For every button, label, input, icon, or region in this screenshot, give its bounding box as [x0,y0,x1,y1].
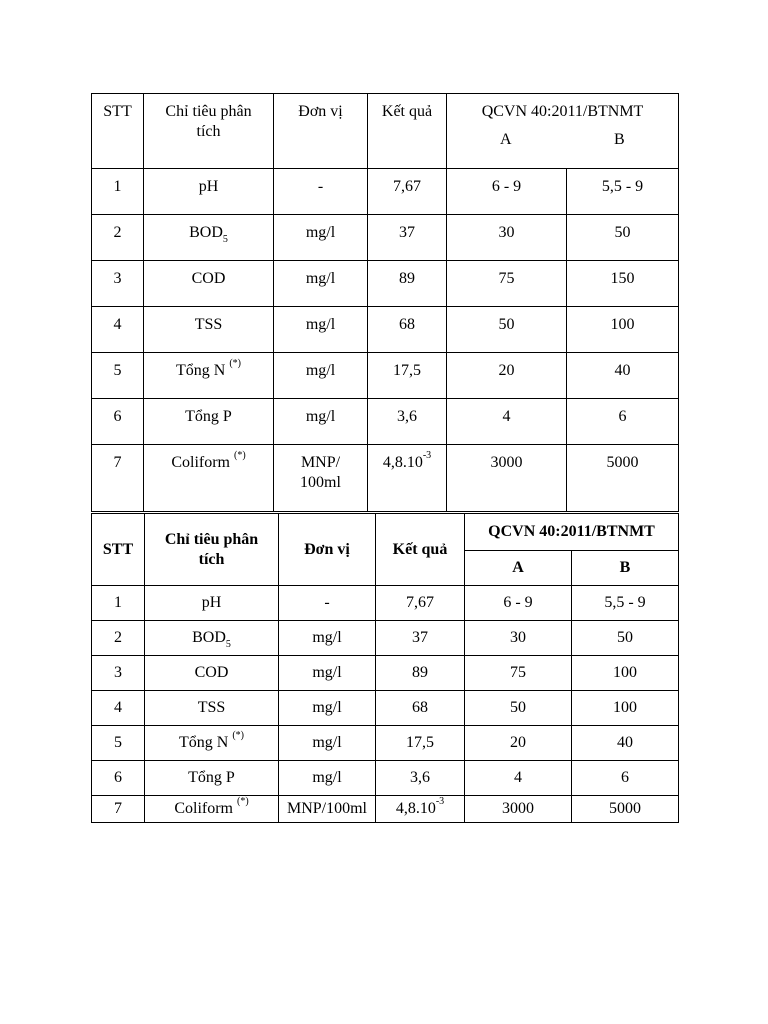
header-unit: Đơn vị [274,94,368,169]
indicator-name: BOD [189,224,223,241]
cell-unit [279,761,376,796]
indicator-name: COD [191,270,226,287]
cell-stt: 2 [92,215,144,261]
cell-indicator [144,307,274,353]
cell-limit-b: 100 [567,307,679,353]
unit-text-line2: 100ml [300,474,341,491]
cell-limit-b: 100 [572,656,679,691]
cell-stt: 1 [92,169,144,215]
cell-indicator [145,726,279,761]
cell-stt: 6 [92,761,145,796]
table-row [92,691,679,726]
result-value: 17,5 [393,362,421,379]
table-row [92,353,679,399]
cell-stt: 3 [92,261,144,307]
cell-limit-a: 20 [465,726,572,761]
indicator-name: Tổng N [179,734,229,751]
header-col-a: A [465,551,572,586]
cell-stt: 4 [92,691,145,726]
indicator-note: (*) [234,450,246,461]
cell-result [376,796,465,823]
cell-result [368,169,447,215]
indicator-name: pH [201,594,222,611]
indicator-name: Coliform [174,800,233,817]
header-indicator [145,514,279,586]
indicator-note: (*) [229,358,241,369]
table-header-row [92,514,679,551]
result-value: 68 [399,316,415,333]
cell-indicator [145,586,279,621]
indicator-subscript: 5 [225,639,231,650]
cell-result [368,261,447,307]
cell-indicator [145,691,279,726]
result-value: 68 [412,699,428,716]
cell-limit-a: 3000 [447,445,567,512]
result-value: 37 [399,224,415,241]
table-row [92,169,679,215]
header-indicator-line2: tích [196,123,221,140]
cell-indicator [144,215,274,261]
cell-result [368,307,447,353]
header-stt: STT [92,94,144,169]
cell-stt: 6 [92,399,144,445]
cell-unit [274,445,368,512]
indicator-name: TSS [194,316,223,333]
cell-limit-a: 4 [465,761,572,796]
indicator-name: TSS [197,699,226,716]
cell-indicator [145,621,279,656]
cell-limit-b: 6 [567,399,679,445]
table-row [92,261,679,307]
header-unit: Đơn vị [279,514,376,586]
table-header-row [92,94,679,169]
result-exponent: -3 [435,796,445,807]
indicator-name: Tổng N [176,362,226,379]
cell-result [376,761,465,796]
cell-limit-a: 75 [447,261,567,307]
indicator-name: COD [194,664,229,681]
indicator-note: (*) [232,730,244,741]
table-row [92,215,679,261]
table-row [92,796,679,823]
unit-text: mg/l [312,699,342,716]
cell-limit-a: 6 - 9 [465,586,572,621]
cell-limit-a: 6 - 9 [447,169,567,215]
header-result: Kết quả [376,514,465,586]
table-row [92,586,679,621]
cell-result [376,586,465,621]
header-indicator-line1: Chỉ tiêu phân [164,530,259,548]
result-value: 7,67 [406,594,434,611]
cell-stt: 7 [92,796,145,823]
cell-unit [279,656,376,691]
cell-unit [279,621,376,656]
table-row [92,307,679,353]
cell-stt: 2 [92,621,145,656]
cell-limit-b: 5,5 - 9 [572,586,679,621]
unit-text: mg/l [312,664,342,681]
unit-text: mg/l [305,362,336,379]
cell-indicator [144,261,274,307]
result-value: 89 [399,270,415,287]
header-indicator-line1: Chỉ tiêu phân [165,103,252,120]
cell-result [368,353,447,399]
results-table-plain [91,93,679,512]
table-row [92,726,679,761]
cell-stt: 5 [92,353,144,399]
cell-limit-a: 3000 [465,796,572,823]
cell-unit [279,691,376,726]
cell-stt: 4 [92,307,144,353]
indicator-name: pH [198,178,219,195]
cell-stt: 5 [92,726,145,761]
result-value: 4,8.10 [395,800,436,817]
cell-limit-a: 4 [447,399,567,445]
cell-unit [279,726,376,761]
table-row [92,621,679,656]
table-row [92,399,679,445]
indicator-name: Tổng P [188,769,235,786]
cell-limit-a: 50 [465,691,572,726]
indicator-name: BOD [192,629,226,646]
unit-text: mg/l [305,408,336,425]
result-value: 7,67 [393,178,421,195]
header-indicator-line2: tích [198,550,225,568]
cell-indicator [144,445,274,512]
cell-limit-a: 20 [447,353,567,399]
cell-indicator [145,761,279,796]
header-col-b: B [613,131,625,148]
header-standard [447,94,679,169]
cell-result [368,399,447,445]
results-table-bold-header [91,513,679,823]
header-standard-columns [449,130,676,150]
cell-result [368,445,447,512]
unit-text: mg/l [305,224,336,241]
table-row [92,761,679,796]
cell-limit-b: 100 [572,691,679,726]
cell-stt: 7 [92,445,144,512]
cell-limit-b: 50 [567,215,679,261]
cell-unit [274,261,368,307]
result-exponent: -3 [422,450,432,461]
cell-indicator [144,169,274,215]
cell-unit [279,796,376,823]
cell-limit-b: 50 [572,621,679,656]
indicator-note: (*) [237,796,249,807]
result-value: 89 [412,664,428,681]
unit-text: - [324,594,330,611]
cell-limit-b: 5000 [572,796,679,823]
indicator-name: Tổng P [185,408,232,425]
result-value: 3,6 [397,408,417,425]
cell-result [376,726,465,761]
cell-limit-b: 40 [572,726,679,761]
cell-result [376,656,465,691]
cell-stt: 1 [92,586,145,621]
cell-limit-a: 30 [465,621,572,656]
unit-text: MNP/ [300,454,341,471]
cell-unit [274,353,368,399]
result-value: 4,8.10 [382,454,423,471]
cell-unit [274,215,368,261]
cell-stt: 3 [92,656,145,691]
cell-indicator [144,353,274,399]
cell-limit-a: 75 [465,656,572,691]
cell-result [376,691,465,726]
header-col-b: B [572,551,679,586]
cell-limit-a: 50 [447,307,567,353]
unit-text: - [317,178,324,195]
result-value: 3,6 [410,769,430,786]
unit-text: mg/l [312,734,342,751]
cell-indicator [145,656,279,691]
unit-text: mg/l [305,316,336,333]
cell-limit-b: 150 [567,261,679,307]
header-col-a: A [499,131,512,148]
header-stt: STT [92,514,145,586]
indicator-subscript: 5 [222,234,228,245]
table-row [92,656,679,691]
cell-unit [274,307,368,353]
cell-indicator [145,796,279,823]
unit-text: mg/l [312,629,342,646]
cell-indicator [144,399,274,445]
header-standard: QCVN 40:2011/BTNMT [465,514,679,551]
table-row [92,445,679,512]
cell-limit-b: 5000 [567,445,679,512]
result-value: 17,5 [406,734,434,751]
cell-limit-b: 6 [572,761,679,796]
cell-unit [279,586,376,621]
header-standard-title: QCVN 40:2011/BTNMT [481,103,644,120]
cell-limit-b: 5,5 - 9 [567,169,679,215]
cell-limit-b: 40 [567,353,679,399]
cell-unit [274,399,368,445]
header-result: Kết quả [368,94,447,169]
unit-text: mg/l [312,769,342,786]
unit-text: MNP/100ml [286,800,367,817]
cell-result [376,621,465,656]
cell-limit-a: 30 [447,215,567,261]
header-indicator [144,94,274,169]
cell-unit [274,169,368,215]
indicator-name: Coliform [171,454,230,471]
cell-result [368,215,447,261]
unit-text: mg/l [305,270,336,287]
result-value: 37 [412,629,428,646]
